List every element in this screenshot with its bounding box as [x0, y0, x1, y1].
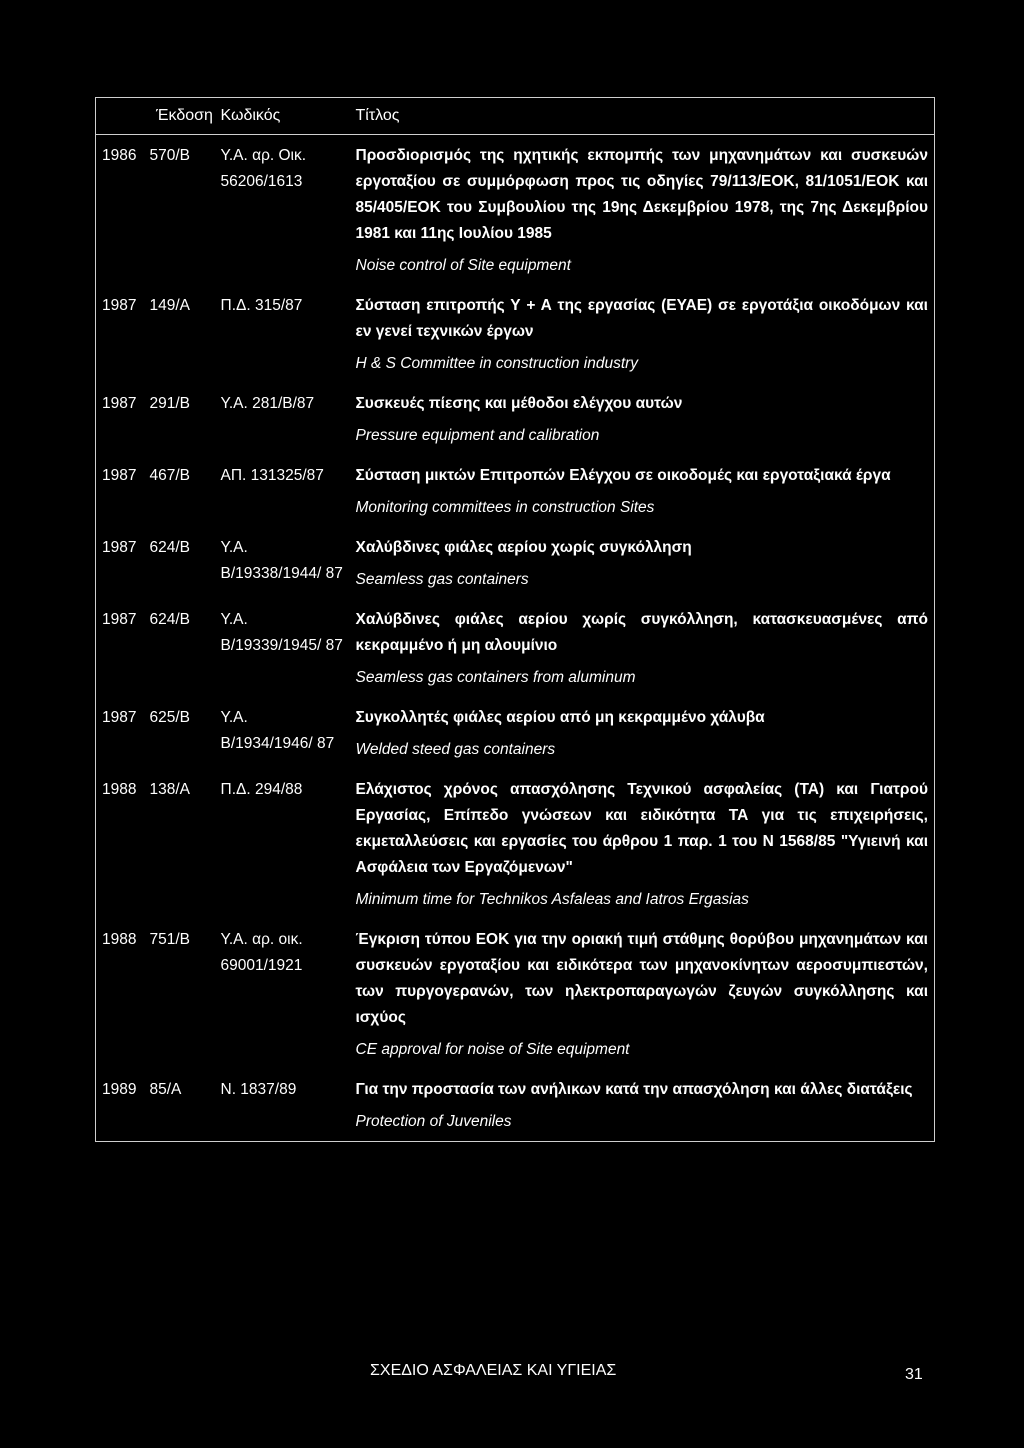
title-english: Welded steed gas containers [355, 741, 556, 758]
header-title: Τίτλος [350, 98, 935, 135]
table-header-row [96, 98, 935, 135]
row-year: 1986 [102, 147, 137, 164]
page-number: 31 [905, 1366, 923, 1383]
title-english: Noise control of Site equipment [355, 257, 571, 274]
row-title-cell [350, 455, 935, 527]
title-english: Minimum time for Technikos Asfaleas and Iatros Ergasias [355, 891, 749, 908]
row-title-cell [350, 527, 935, 599]
row-title-cell [350, 285, 935, 383]
row-year: 1988 [102, 781, 137, 798]
table-row [96, 383, 935, 455]
row-title-cell [350, 1069, 935, 1142]
title-greek: Χαλύβδινες φιάλες αερίου χωρίς συγκόλληση, κατασκευασμένες από κεκραμμένο ή μη αλουμίνιο [355, 611, 928, 654]
row-year: 1987 [102, 467, 137, 484]
table-row [96, 135, 935, 286]
title-greek: Χαλύβδινες φιάλες αερίου χωρίς συγκόλληση [355, 539, 692, 556]
table-row [96, 1069, 935, 1142]
row-year: 1987 [102, 297, 137, 314]
row-title-cell [350, 697, 935, 769]
table-row [96, 455, 935, 527]
row-code: Π.Δ. 294/88 [220, 781, 303, 798]
title-greek: Σύσταση μικτών Επιτροπών Ελέγχου σε οικοδομές και εργοταξιακά έργα [355, 467, 891, 484]
title-english: H & S Committee in construction industry [355, 355, 639, 372]
row-title-cell [350, 599, 935, 697]
title-greek: Ελάχιστος χρόνος απασχόλησης Τεχνικού ασφαλείας (ΤΑ) και Γιατρού Εργασίας, Επίπεδο γνώσεων και ειδικότητα ΤΑ για τις επιχειρήσεις, εκμεταλλεύσεις και εργασίες του άρθρου 1 παρ. 1 του Ν 1568/85 "Υγιεινή και Ασφάλεια των Εργαζόμενων" [355, 781, 928, 876]
row-code: Υ.Α. αρ. Οικ. 56206/1613 [220, 147, 307, 190]
row-title-cell [350, 383, 935, 455]
table-row [96, 599, 935, 697]
table-row [96, 919, 935, 1069]
row-issue: 751/Β [149, 931, 191, 948]
row-code: Υ.Α. Β/19339/1945/ 87 [220, 611, 343, 654]
title-greek: Συσκευές πίεσης και μέθοδοι ελέγχου αυτών [355, 395, 683, 412]
row-code: ΑΠ. 131325/87 [220, 467, 324, 484]
row-code: Π.Δ. 315/87 [220, 297, 303, 314]
row-issue: 624/Β [149, 611, 191, 628]
title-english: CE approval for noise of Site equipment [355, 1041, 630, 1058]
row-year: 1987 [102, 611, 137, 628]
row-title-cell [350, 919, 935, 1069]
row-code: Υ.Α. αρ. οικ. 69001/1921 [220, 931, 303, 974]
title-greek: Σύσταση επιτροπής Υ + Α της εργασίας (ΕΥΑΕ) σε εργοτάξια οικοδόμων και εν γενεί τεχνικών έργων [355, 297, 928, 340]
row-title-cell [350, 769, 935, 919]
row-code: Ν. 1837/89 [220, 1081, 297, 1098]
header-code: Κωδικός [215, 98, 350, 135]
legislation-table [95, 97, 935, 1142]
table-row [96, 697, 935, 769]
footer-text: ΣΧΕΔΙΟ ΑΣΦΑΛΕΙΑΣ ΚΑΙ ΥΓΙΕΙΑΣ [370, 1362, 617, 1379]
header-issue: Έκδοση [96, 98, 215, 135]
row-year: 1987 [102, 539, 137, 556]
title-greek: Για την προστασία των ανήλικων κατά την απασχόληση και άλλες διατάξεις [355, 1081, 913, 1098]
title-english: Seamless gas containers [355, 571, 529, 588]
title-english: Protection of Juveniles [355, 1113, 512, 1130]
title-greek: Έγκριση τύπου ΕΟΚ για την οριακή τιμή στάθμης θορύβου μηχανημάτων και συσκευών εργοταξίου και ειδικότερα των μηχανοκίνητων αεροσυμπιεστών, των πυργογερανών, των ηλεκτροπαραγωγών ζευγών συγκόλλησης και ισχύος [355, 931, 928, 1026]
title-greek: Συγκολλητές φιάλες αερίου από μη κεκραμμένο χάλυβα [355, 709, 765, 726]
table-row [96, 285, 935, 383]
row-year: 1989 [102, 1081, 137, 1098]
row-title-cell [350, 135, 935, 286]
row-issue: 570/Β [149, 147, 191, 164]
table-row [96, 769, 935, 919]
row-issue: 85/Α [149, 1081, 182, 1098]
row-issue: 291/Β [149, 395, 191, 412]
row-issue: 467/Β [149, 467, 191, 484]
row-code: Υ.Α. 281/Β/87 [220, 395, 315, 412]
row-code: Υ.Α. Β/19338/1944/ 87 [220, 539, 343, 582]
row-issue: 625/Β [149, 709, 191, 726]
title-greek: Προσδιορισμός της ηχητικής εκπομπής των μηχανημάτων και συσκευών εργοταξίου σε συμμόρφωση προς τις οδηγίες 79/113/ΕΟΚ, 81/1051/ΕΟΚ και 85/405/ΕΟΚ του Συμβουλίου της 19ης Δεκεμβρίου 1978, της 7ης Δεκεμβρίου 1981 και 11ης Ιουλίου 1985 [355, 147, 928, 242]
row-year: 1987 [102, 395, 137, 412]
title-english: Pressure equipment and calibration [355, 427, 600, 444]
table-row [96, 527, 935, 599]
row-year: 1987 [102, 709, 137, 726]
row-issue: 138/Α [149, 781, 191, 798]
row-issue: 149/Α [149, 297, 191, 314]
row-code: Υ.Α. Β/1934/1946/ 87 [220, 709, 335, 752]
row-year: 1988 [102, 931, 137, 948]
title-english: Monitoring committees in construction Sites [355, 499, 655, 516]
row-issue: 624/Β [149, 539, 191, 556]
title-english: Seamless gas containers from aluminum [355, 669, 636, 686]
